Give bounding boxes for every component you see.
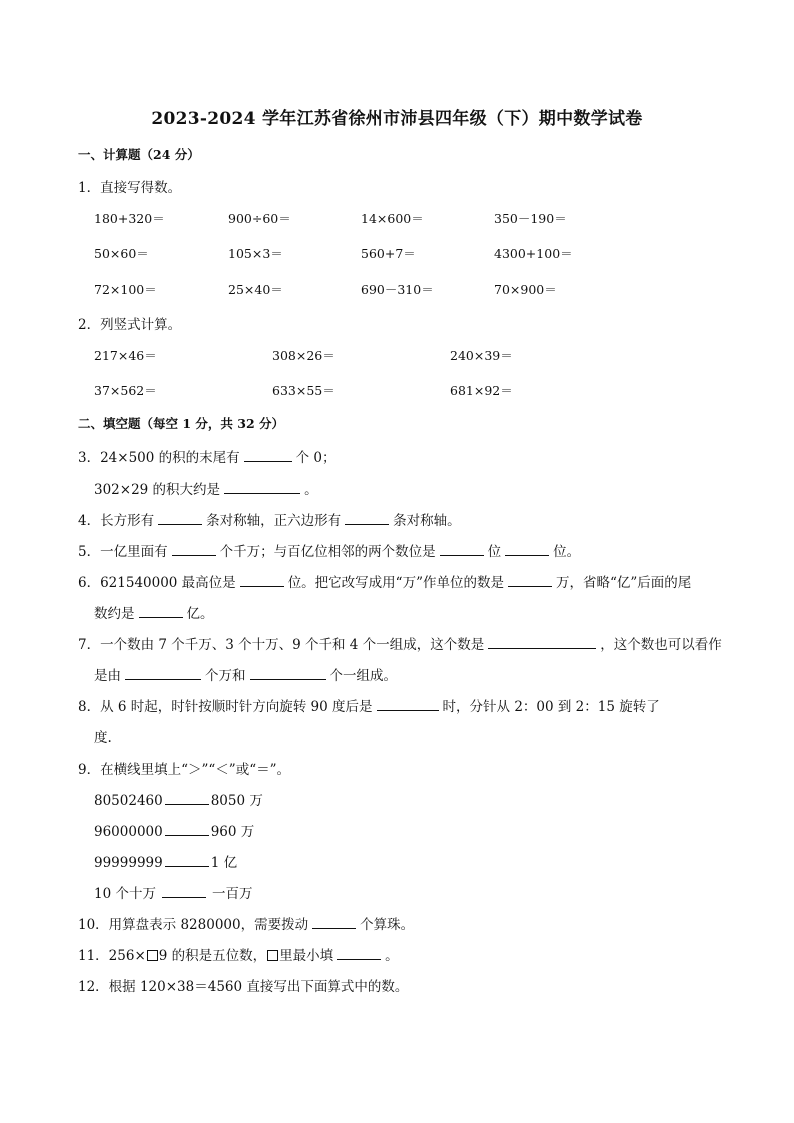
- question-11-text: 里最小填: [279, 948, 334, 964]
- question-6-text: 万，省略“亿”后面的尾: [556, 575, 692, 591]
- calc-item: 72×100＝: [94, 282, 157, 297]
- answer-blank[interactable]: [165, 854, 209, 867]
- answer-blank[interactable]: [244, 449, 292, 462]
- question-3-line-2: [94, 478, 318, 498]
- answer-blank[interactable]: [377, 698, 439, 711]
- question-8-text: 8．从 6 时起，时针按顺时针方向旋转 90 度后是: [78, 699, 373, 715]
- question-12: 12．根据 120×38＝4560 直接写出下面算式中的数。: [78, 979, 409, 995]
- question-8-line-1: [78, 695, 660, 715]
- answer-blank[interactable]: [240, 574, 284, 587]
- question-10-text: 10．用算盘表示 8280000，需要拨动: [78, 917, 309, 933]
- question-11-text: 9 的积是五位数，: [158, 948, 267, 964]
- vertical-calc-item: 633×55＝: [272, 383, 335, 398]
- compare-item: [94, 789, 263, 809]
- section-2-heading: 二、填空题（每空 1 分，共 32 分）: [78, 416, 285, 431]
- compare-right: 8050 万: [210, 793, 263, 809]
- question-7-text: ，这个数也可以看作: [600, 637, 722, 653]
- compare-item: [94, 820, 254, 840]
- calc-item: 560+7＝: [361, 246, 416, 261]
- question-3-line-1: [78, 446, 336, 466]
- question-6-text: 数约是: [94, 606, 135, 622]
- question-7-line-1: [78, 633, 722, 653]
- empty-box-icon: [147, 950, 158, 961]
- answer-blank[interactable]: [165, 792, 209, 805]
- answer-blank[interactable]: [224, 481, 300, 494]
- answer-blank[interactable]: [345, 512, 389, 525]
- answer-blank[interactable]: [250, 667, 326, 680]
- question-7-text: 7．一个数由 7 个千万、3 个十万、9 个千和 4 个一组成，这个数是: [78, 637, 485, 653]
- question-3-text: 3．24×500 的积的末尾有: [78, 450, 240, 466]
- empty-box-icon: [267, 950, 278, 961]
- question-2-label: 2．列竖式计算。: [78, 317, 182, 333]
- question-1-label: 1．直接写得数。: [78, 180, 182, 196]
- question-6-text: 6．621540000 最高位是: [78, 575, 236, 591]
- vertical-calc-item: 217×46＝: [94, 348, 157, 363]
- question-9-label: 9．在横线里填上“＞”“＜”或“＝”。: [78, 762, 290, 778]
- calc-item: 350－190＝: [494, 211, 567, 226]
- question-6-text: 亿。: [186, 606, 214, 622]
- compare-right: 960 万: [210, 824, 255, 840]
- calc-item: 690－310＝: [361, 282, 434, 297]
- compare-left: 99999999: [94, 855, 163, 871]
- calc-item: 4300+100＝: [494, 246, 573, 261]
- answer-blank[interactable]: [139, 605, 183, 618]
- calc-item: 14×600＝: [361, 211, 424, 226]
- answer-blank[interactable]: [165, 823, 209, 836]
- answer-blank[interactable]: [508, 574, 552, 587]
- question-11: [78, 944, 399, 964]
- calc-item: 25×40＝: [228, 282, 283, 297]
- compare-left: 10 个十万: [94, 886, 156, 902]
- question-4-text: 条对称轴，正六边形有: [206, 513, 342, 529]
- compare-item: [94, 882, 252, 902]
- answer-blank[interactable]: [125, 667, 201, 680]
- question-5-text: 个千万；与百亿位相邻的两个数位是: [219, 544, 436, 560]
- question-4-text: 条对称轴。: [393, 513, 461, 529]
- question-5: [78, 540, 580, 560]
- question-7-text: 是由: [94, 668, 121, 684]
- compare-right: 一百万: [211, 886, 253, 902]
- question-4-text: 4．长方形有: [78, 513, 155, 529]
- answer-blank[interactable]: [312, 916, 356, 929]
- answer-blank[interactable]: [172, 543, 216, 556]
- answer-blank[interactable]: [162, 885, 206, 898]
- question-6-line-2: [94, 602, 214, 622]
- vertical-calc-item: 37×562＝: [94, 383, 157, 398]
- calc-item: 70×900＝: [494, 282, 557, 297]
- vertical-calc-item: 681×92＝: [450, 383, 513, 398]
- calc-item: 900÷60＝: [228, 211, 291, 226]
- question-5-text: 位。: [553, 544, 581, 560]
- answer-blank[interactable]: [440, 543, 484, 556]
- compare-item: [94, 851, 237, 871]
- question-11-text: 。: [385, 948, 399, 964]
- vertical-calc-item: 240×39＝: [450, 348, 513, 363]
- question-6-text: 位。把它改写成用“万”作单位的数是: [287, 575, 504, 591]
- question-5-text: 位: [487, 544, 502, 560]
- answer-blank[interactable]: [488, 636, 596, 649]
- compare-right: 1 亿: [210, 855, 238, 871]
- exam-title: 2023-2024 学年江苏省徐州市沛县四年级（下）期中数学试卷: [151, 109, 643, 129]
- calc-item: 180+320＝: [94, 211, 165, 226]
- question-8-text: 时，分针从 2：00 到 2：15 旋转了: [442, 699, 660, 715]
- vertical-calc-item: 308×26＝: [272, 348, 335, 363]
- question-5-text: 5．一亿里面有: [78, 544, 168, 560]
- question-3-text: 个 0；: [295, 450, 336, 466]
- compare-left: 96000000: [94, 824, 163, 840]
- question-6-line-1: [78, 571, 691, 591]
- answer-blank[interactable]: [337, 947, 381, 960]
- question-10: [78, 913, 414, 933]
- question-3-text: 302×29 的积大约是: [94, 482, 221, 498]
- question-10-text: 个算珠。: [360, 917, 415, 933]
- question-7-text: 个一组成。: [329, 668, 397, 684]
- answer-blank[interactable]: [158, 512, 202, 525]
- question-4: [78, 509, 461, 529]
- question-7-line-2: [94, 664, 397, 684]
- question-3-text: 。: [304, 482, 318, 498]
- question-7-text: 个万和: [205, 668, 246, 684]
- calc-item: 105×3＝: [228, 246, 283, 261]
- question-11-text: 11．256×: [78, 948, 146, 964]
- answer-blank[interactable]: [505, 543, 549, 556]
- question-8-line-2: 度.: [94, 730, 112, 746]
- section-1-heading: 一、计算题（24 分）: [78, 147, 200, 162]
- compare-left: 80502460: [94, 793, 163, 809]
- calc-item: 50×60＝: [94, 246, 149, 261]
